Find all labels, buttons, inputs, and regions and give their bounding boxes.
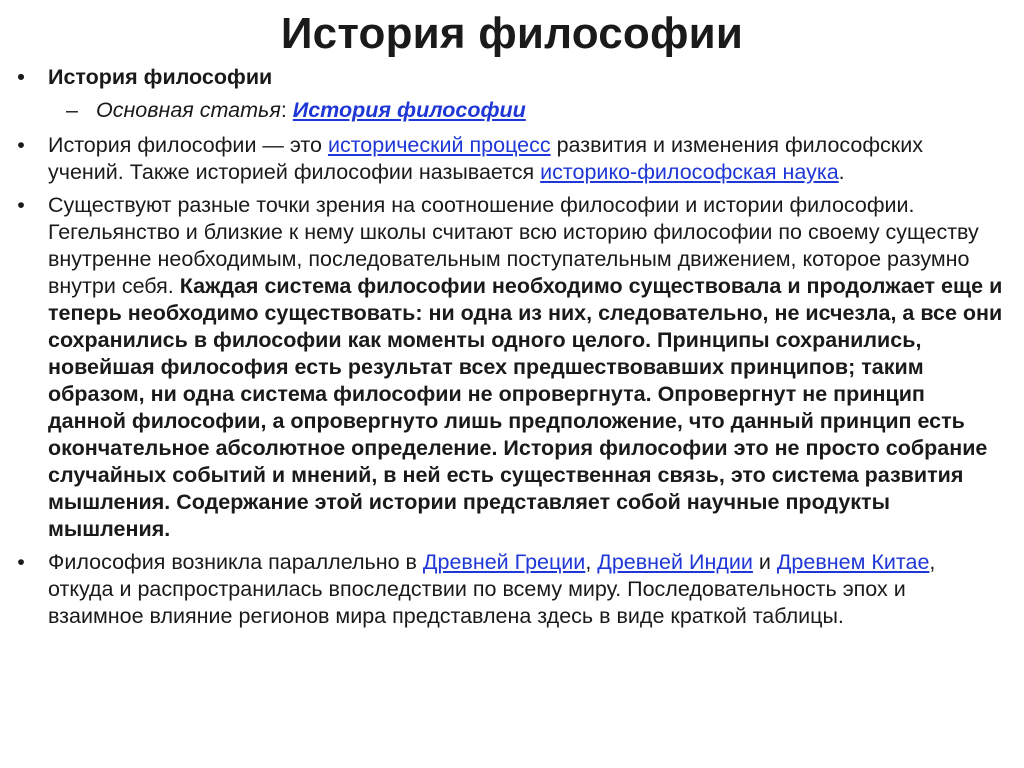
bullet-item-heading [14,64,1004,91]
bullet-dot-icon: • [17,65,25,89]
link-ancient-india[interactable]: Древней Индии [597,550,753,574]
slide-title: История философии [280,9,744,58]
heading-text: История философии [48,65,273,89]
viewpoints-bold-text: Каждая система философии необходимо существовала и продолжает еще и теперь необходимо существовать: ни одна из них, следовательно, не исчезла, а все они сохранились в философии как моменты одного целого. Принципы сохранились, новейшая философия есть результат всех предшествовавших принципов; таким образом, ни одна система философии не опровергнута. Опровергнут не принцип данной философии, а опровергнуто лишь предположение, что данный принцип есть окончательное абсолютное определение. История философии это не просто собрание случайных событий и мнений, в ней есть существенная связь, это система развития мышления. Содержание этой истории представляет собой научные продукты мышления. [48,274,1003,541]
link-ancient-greece[interactable]: Древней Греции [422,550,586,574]
origin-text-1: Философия возникла параллельно в [48,550,423,574]
link-historical-process[interactable]: исторический процесс [327,133,551,157]
bullet-item-origin [14,549,1004,630]
bullet-dash-icon: – [66,98,78,122]
viewpoints-text: Существуют разные точки зрения на соотношение философии и истории философии. Гегельянство и близкие к нему школы считают всю историю философии по своему существу внутренне необходимым, последовательным поступательным движением, которое разумно внутри себя. [48,193,979,298]
slide-content [14,64,1004,636]
main-article-prefix: Основная статья [96,98,281,122]
definition-text-2: развития и изменения философских учений. Также историей философии называется [48,133,923,184]
origin-text-4: , откуда и распространилась впоследствии по всему миру. Последовательность эпох и взаимное влияние регионов мира представлена здесь в виде краткой таблицы. [48,550,936,628]
main-article-colon: : [280,98,293,122]
bullet-dot-icon: • [17,193,25,217]
bullet-item-viewpoints [14,192,1004,543]
bullet-dot-icon: • [17,133,25,157]
origin-text-2: , [585,550,598,574]
link-ancient-china[interactable]: Древнем Китае [776,550,930,574]
link-history-philosophy-science[interactable]: историко-философская наука [540,160,839,184]
bullet-dot-icon: • [17,550,25,574]
sub-item-main-article [14,97,1004,124]
main-article-link[interactable]: История философии [292,98,526,122]
bullet-item-definition [14,132,1004,186]
definition-text-3: . [838,160,845,184]
origin-text-3: и [752,550,777,574]
definition-text-1: История философии — это [48,133,328,157]
